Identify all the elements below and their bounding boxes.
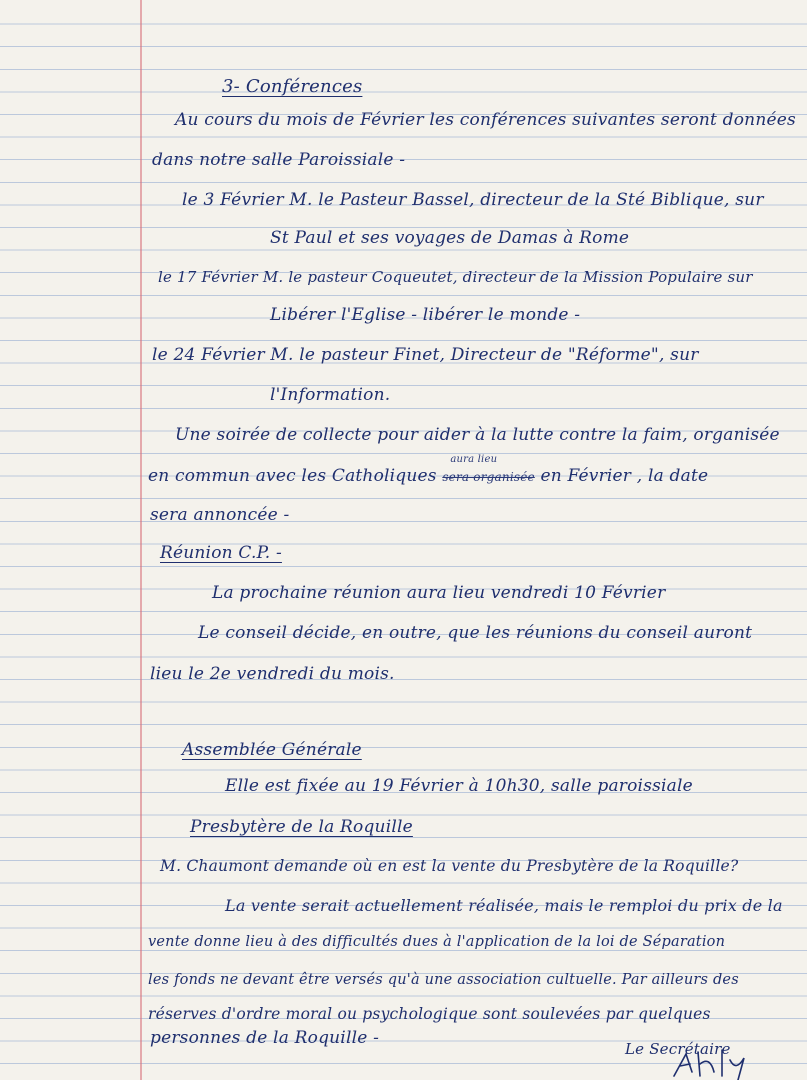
section-heading-reunion: Réunion C.P. - bbox=[160, 543, 282, 563]
text-line: Une soirée de collecte pour aider à la lutte contre la faim, organisée bbox=[175, 425, 780, 445]
text-line: Au cours du mois de Février les conférences suivantes seront données bbox=[175, 110, 796, 130]
margin-line bbox=[140, 0, 142, 1080]
text-line: Libérer l'Eglise - libérer le monde - bbox=[270, 305, 581, 325]
text-line: Le conseil décide, en outre, que les réunions du conseil auront bbox=[198, 623, 753, 643]
text-line: dans notre salle Paroissiale - bbox=[152, 150, 406, 170]
collecte-line bbox=[148, 454, 709, 486]
text-line: personnes de la Roquille - bbox=[150, 1028, 380, 1048]
text-line: La vente serait actuellement réalisée, mais le remploi du prix de la bbox=[225, 896, 783, 915]
text-line: le 24 Février M. le pasteur Finet, Directeur de "Réforme", sur bbox=[152, 345, 699, 365]
inserted-correction: aura lieu bbox=[450, 454, 498, 465]
text-segment: , la date bbox=[636, 466, 709, 486]
text-line: le 17 Février M. le pasteur Coqueutet, directeur de la Mission Populaire sur bbox=[158, 268, 753, 286]
text-segment: en Février bbox=[540, 466, 632, 486]
text-line: sera annoncée - bbox=[150, 505, 290, 525]
text-line: St Paul et ses voyages de Damas à Rome bbox=[270, 228, 630, 248]
struck-text: sera organisée bbox=[442, 470, 535, 484]
correction bbox=[442, 454, 535, 486]
text-line: l'Information. bbox=[270, 385, 391, 405]
section-heading-presbytere: Presbytère de la Roquille bbox=[190, 817, 413, 837]
text-line: M. Chaumont demande où en est la vente du Presbytère de la Roquille? bbox=[160, 857, 739, 875]
section-heading-assemblee: Assemblée Générale bbox=[182, 740, 362, 760]
text-segment: en commun avec les Catholiques bbox=[148, 466, 437, 486]
text-line: le 3 Février M. le Pasteur Bassel, directeur de la Sté Biblique, sur bbox=[182, 190, 764, 210]
text-line: lieu le 2e vendredi du mois. bbox=[150, 664, 395, 684]
text-line: les fonds ne devant être versés qu'à une association cultuelle. Par ailleurs des bbox=[148, 972, 739, 988]
signature-scrawl bbox=[670, 1042, 770, 1080]
text-line: vente donne lieu à des difficultés dues à l'application de la loi de Séparation bbox=[148, 934, 726, 950]
text-line: Elle est fixée au 19 Février à 10h30, salle paroissiale bbox=[225, 776, 693, 796]
text-line: réserves d'ordre moral ou psychologique sont soulevées par quelques bbox=[148, 1005, 711, 1023]
text-line: La prochaine réunion aura lieu vendredi 10 Février bbox=[212, 583, 666, 603]
section-heading-conferences: 3- Conférences bbox=[222, 76, 363, 97]
signature-title: Le Secrétaire bbox=[625, 1040, 731, 1058]
